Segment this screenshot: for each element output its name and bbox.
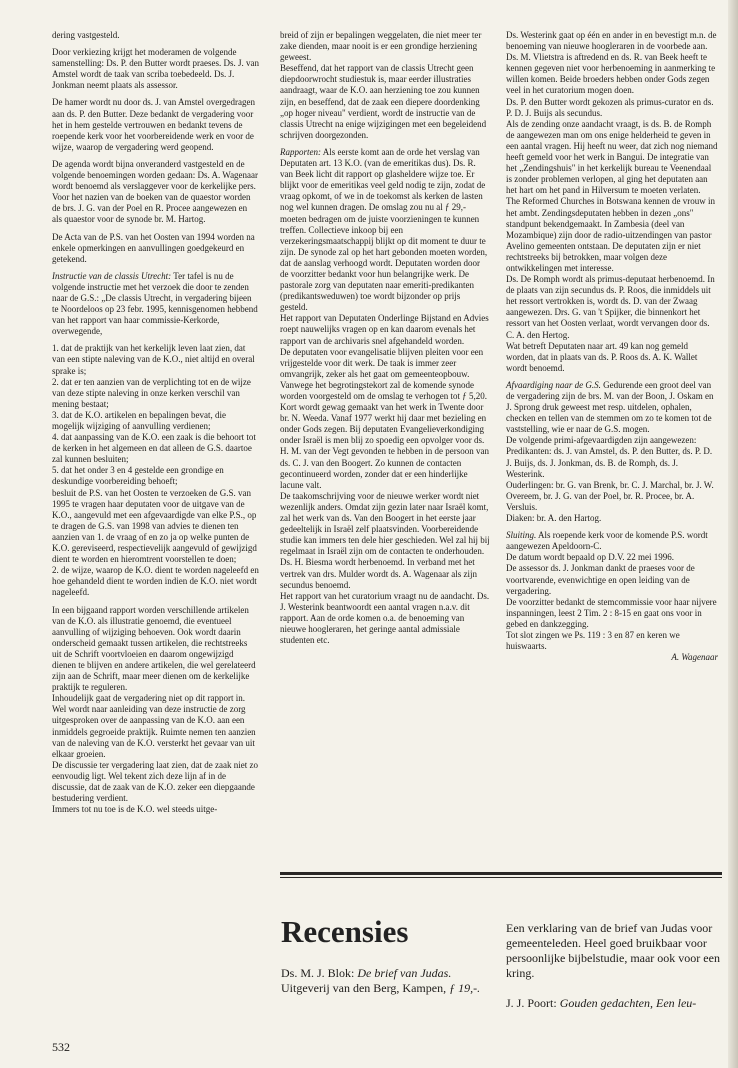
column-left (52, 30, 259, 821)
paragraph: De discussie ter vergadering laat zien, dat de zaak niet zo eenvoudig ligt. Wel tekent zich deze lijn af in de discussie, dat de zaak van de K.O. zeker een diepgaande bestudering verdient. (52, 759, 258, 804)
paragraph: 3. dat de K.O. artikelen en bepalingen bevat, die mogelijk wijziging of aanvulling verdienen; (52, 409, 226, 431)
section-divider-thin (280, 877, 722, 878)
paragraph: Als de zending onze aandacht vraagt, is ds. B. de Romph de aangewezen man om ons enige helderheid te geven in een aantal vragen. Hij heeft nu weer, dat zich nog niemand heeft gemeld voor het werk in Bangui. De integratie van het „Zendingshuis" in het kerkelijk bureau te Veenendaal is zonder problemen verlopen, al ging het deputaten aan het hart om het pand in Hilversum te moeten verlaten. (506, 118, 718, 196)
paragraph: Vanwege het begrotingstekort zal de komende synode worden voorgesteld om de omslag te verhogen tot ƒ 5,20. (280, 379, 488, 401)
paragraph: Ds. Westerink gaat op één en ander in en bevestigt m.n. de benoeming van nieuwe hoogleraren in de voorbede aan. (506, 30, 717, 52)
paragraph: Beseffend, dat het rapport van de classis Utrecht geen diepdoorwrocht studiestuk is, maar eerder illustraties aandraagt, waar de K.O. aan herziening toe zou kunnen zijn, en beseffend, dat de zaak een diepere doordenking „op hoger niveau" verdient, wordt de instructie van de classis Utrecht na enige wijzigingen met een begeleidend schrijven doorgezonden. (280, 63, 487, 140)
page-edge-shadow (728, 0, 738, 1068)
paragraph: The Reformed Churches in Botswana kennen de vrouw in het ambt. Zendingsdeputaten hebben in dezen „ons" standpunt bekendgemaakt. In Zambesia (deel van Mozambique) zijn door de radio-uitzendingen van pastor Avelino gemeenten ontstaan. De deputaten zijn er niet rechtstreeks bij betrokken, maar volgen deze ontwikkelingen met interesse. (506, 196, 715, 273)
section-lead: Rapporten: (280, 146, 321, 157)
review-book-title: Gouden gedachten, Een leu- (559, 996, 697, 1010)
review-entry (506, 996, 726, 1011)
paragraph: De deputaten voor evangelisatie blijven pleiten voor een vrijgestelde voor dit werk. De taak is immer zeer omvangrijk, zeker als het gaat om gemeenteopbouw. (280, 346, 484, 379)
review-price: ƒ 19,-. (449, 981, 481, 995)
paragraph: 2. de wijze, waarop de K.O. dient te worden nageleefd en hoe gehandeld dient te worden indien de K.O. niet wordt nageleefd. (52, 565, 259, 598)
paragraph: 2. dat er ten aanzien van de verplichting tot en de wijze van deze stipte naleving in onze kerken verschil van mening bestaat; (52, 376, 251, 409)
paragraph: Diaken: br. A. den Hartog. (506, 513, 602, 524)
review-author: Ds. M. J. Blok: (281, 966, 358, 980)
paragraph: Inhoudelijk gaat de vergadering niet op dit rapport in. Wel wordt naar aanleiding van deze instructie de zorg uitgesproken over de aanpassing van de K.O. aan een inmiddels gegroeide praktijk. Ruimte nemen ten aanzien van de naleving van de K.O. versterkt het gevaar van uit elkaar groeien. (52, 693, 256, 759)
page-number: 532 (52, 1040, 70, 1054)
paragraph: De hamer wordt nu door ds. J. van Amstel overgedragen aan ds. P. den Butter. Deze bedankt de vergadering voor het in hem gestelde vertrouwen en bedankt tevens de roepende kerk voor het voorbereidende werk en voor de wijze, waarop de vergadering werd geopend. (52, 97, 256, 152)
paragraph: Kort wordt gewag gemaakt van het werk in Twente door br. N. Weeda. Vanaf 1977 werkt hij daar met bezieling en onder Gods zegen. Bij deputaten Evangelieverkondiging onder Israël is men blij zo spoedig een opvolger voor ds. H. M. van der Vegt gevonden te hebben in de persoon van ds. C. J. van den Boogert. Zo kunnen de contacten gecontinueerd worden, zonder dat er een hinderlijke lacune valt. (280, 402, 490, 490)
review-entry (281, 966, 491, 996)
paragraph: In een bijgaand rapport worden verschillende artikelen van de K.O. als illustratie genoemd, die eventueel aanvulling of wijziging behoeven. Ook wordt daarin onderscheid gemaakt tussen artikelen, die rechtstreeks uit de Schrift voortvloeien en daarom ongewijzigd dienen te blijven en andere artikelen, die wel gerelateerd zijn aan de Schrift, maar meer dienen om de kerkelijke praktijk te reguleren. (52, 604, 256, 693)
paragraph: Predikanten: ds. J. van Amstel, ds. P. den Butter, ds. P. D. J. Buijs, ds. J. Jonkman, ds. B. de Romph, ds. J. Westerink. (506, 446, 713, 479)
author-signature: A. Wagenaar (671, 652, 718, 663)
paragraph: De volgende primi-afgevaardigden zijn aangewezen: (506, 435, 697, 446)
section-lead: Afvaardiging naar de G.S. (506, 379, 601, 390)
review-author: J. J. Poort: (506, 996, 560, 1010)
paragraph-text: Gedurende een groot deel van de vergadering zijn de brs. M. van der Boon, J. Oskam en J. Sprong druk geweest met resp. uitdelen, ophalen, checken en tellen van de stemmen om zo te komen tot de vaststelling, wie er naar de G.S. mogen. (506, 379, 714, 435)
paragraph: Ds. M. Vlietstra is aftredend en ds. R. van Beek heeft te kennen gegeven niet voor herbenoeming in aanmerking te willen komen. Beide broeders hebben onder Gods zegen veel in het curatorium mogen doen. (506, 52, 716, 96)
paragraph: De taakomschrijving voor de nieuwe werker wordt niet wezenlijk anders. Omdat zijn gezin later naar Israël komt, zal het werk van ds. Van den Boogert in het eerste jaar gedeeltelijk in Israël zelf plaatsvinden. Voorbereidende studie kan immers ten dele hier geschieden. Wel zal hij bij regelmaat in Israël zijn om de contacten te onderhouden. (280, 490, 490, 557)
paragraph: 4. dat aanpassing van de K.O. een zaak is die behoort tot de kerken in het algemeen en dat alleen de G.S. daartoe zal kunnen besluiten; (52, 432, 256, 465)
paragraph: 1. dat de praktijk van het kerkelijk leven laat zien, dat van een stipte naleving van de K.O., niet altijd en overal sprake is; (52, 343, 255, 376)
paragraph (506, 530, 718, 552)
paragraph: De agenda wordt bijna onveranderd vastgesteld en de volgende benoemingen worden gedaan: Ds. A. Wagenaar wordt benoemd als verslaggever voor de kerkelijke pers. Voor het nazien van de boeken van de quaestor worden de brs. J. G. van der Poel en R. Procee aangewezen en als quaestor voor de synode br. M. Hartog. (52, 158, 259, 225)
section-heading: Recensies (281, 914, 409, 949)
paragraph: De voorzitter bedankt de stemcommissie voor haar nijvere inspanningen, leest 2 Tim. 2 : 8-15 en gaat ons voor in gebed en dankzegging. (506, 596, 717, 629)
review-book-title: De brief van Judas. (357, 966, 452, 980)
paragraph: Ds. H. Biesma wordt herbenoemd. In verband met het vertrek van drs. Mulder wordt ds. A. Wagenaar als zijn secundus benoemd. (280, 557, 478, 590)
paragraph: De datum wordt bepaald op D.V. 22 mei 1996. (506, 552, 675, 563)
paragraph-text: Ter tafel is nu de volgende instructie met het verzoek die door te zenden naar de G.S.: „De classis Utrecht, in vergadering bijeen te Noordeloos op 23 febr. 1995, kennisgenomen hebbend van het rapport van haar commissie-Kerkorde, overwegende, (52, 270, 258, 337)
paragraph: De Acta van de P.S. van het Oosten van 1994 worden na enkele opmerkingen en aanvullingen goedgekeurd en getekend. (52, 231, 255, 264)
review-publisher: Uitgeverij van den Berg, Kampen, (281, 981, 450, 995)
section-lead: Sluiting. (506, 530, 537, 541)
column-middle (280, 30, 490, 652)
paragraph: De assessor ds. J. Jonkman dankt de praeses voor de voortvarende, evenwichtige en open leiding van de vergadering. (506, 563, 695, 596)
paragraph: dering vastgesteld. (52, 30, 120, 40)
paragraph: besluit de P.S. van het Oosten te verzoeken de G.S. van 1995 te vragen haar deputaten voor de uitgave van de K.O., aangevuld met een afgevaardigde van elke P.S., op te dragen de G.S. van 1998 van advies te dienen ten aanzien van 1. de vraag of en zo ja op welke punten de K.O. gereviseerd, respectievelijk aangevuld of gewijzigd dient te worden en hieromtrent voorstellen te doen; (52, 487, 257, 565)
section-divider (280, 872, 722, 875)
paragraph (52, 271, 259, 338)
paragraph: Ds. P. den Butter wordt gekozen als primus-curator en ds. P. D. J. Buijs als secundus. (506, 96, 714, 118)
paragraph: Tot slot zingen we Ps. 119 : 3 en 87 en keren we huiswaarts. (506, 629, 680, 652)
paragraph: Door verkiezing krijgt het moderamen de volgende samenstelling: Ds. P. den Butter wordt praeses. Ds. J. van Amstel wordt de taak van scriba toebedeeld. Ds. J. Jonkman neemt plaats als assessor. (52, 47, 259, 91)
section-lead: Instructie van de classis Utrecht: (52, 270, 172, 281)
paragraph: Ds. De Romph wordt als primus-deputaat herbenoemd. In de plaats van zijn secundus ds. P. Roos, die inmiddels uit het ressort vertrokken is, wordt ds. D. van der Zwaag aangewezen. Drs. G. van 't Spijker, die binnenkort het ressort van het Oosten verlaat, wordt vervangen door ds. C. A. den Hertog. (506, 274, 715, 340)
paragraph-text: Als eerste komt aan de orde het verslag van Deputaten art. 13 K.O. (van de emeritikas dus). Ds. R. van Beek licht dit rapport op glasheldere wijze toe. Er blijkt voor de emeritikas veel geld nodig te zijn, zodat de vraag opkomt, of we in de toekomst als kerken de lasten nog wel kunnen dragen. De omslag zou nu al ƒ 29,- moeten bedragen om de juiste voorzieningen te kunnen treffen. Collectieve inkoop bij een verzekeringsmaatschappij blijkt op dit moment te duur te zijn. De synode zal op het hart gebonden moeten worden, dat de aanslag verhoogd wordt. Deputaten worden door de voorzitter bedankt voor hun belangrijke werk. De pastorale zorg van deputaten naar emeriti-predikanten (predikantsweduwen) toe wordt bijzonder op prijs gesteld. (280, 146, 488, 313)
paragraph (506, 380, 718, 435)
column-right (506, 30, 718, 669)
paragraph (280, 147, 490, 313)
paragraph: Het rapport van Deputaten Onderlinge Bijstand en Advies roept nauwelijks vragen op en kan daarom evenals het rapport van de archivaris snel afgehandeld worden. (280, 313, 489, 346)
paragraph: 5. dat het onder 3 en 4 gestelde een grondige en deskundige voorbereiding behoeft; (52, 465, 224, 487)
paragraph: Het rapport van het curatorium vraagt nu de aandacht. Ds. J. Westerink beantwoordt een aantal vragen n.a.v. dit rapport. Aan de orde komen o.a. de benoeming van nieuwe hoogleraren, het geringe aantal admissiale studenten etc. (280, 590, 490, 646)
review-text: Een verklaring van de brief van Judas voor gemeenteleden. Heel goed bruikbaar voor persoonlijke bijbelstudie, maar ook voor een kring. (506, 921, 720, 980)
paragraph: breid of zijn er bepalingen weggelaten, die niet meer ter zake dienden, maar nooit is er een grondige herziening geweest. (280, 30, 482, 63)
paragraph-text: Als roepende kerk voor de komende P.S. wordt aangewezen Apeldoorn-C. (506, 530, 708, 552)
paragraph: Wat betreft Deputaten naar art. 49 kan nog gemeld worden, dat in plaats van ds. P. Roos ds. A. K. Wallet wordt benoemd. (506, 340, 698, 373)
paragraph: Ouderlingen: br. G. van Brenk, br. C. J. Marchal, br. J. W. Overeem, br. J. G. van der Poel, br. R. Procee, br. A. Versluis. (506, 479, 714, 512)
paragraph: Immers tot nu toe is de K.O. wel steeds uitge- (52, 804, 218, 815)
